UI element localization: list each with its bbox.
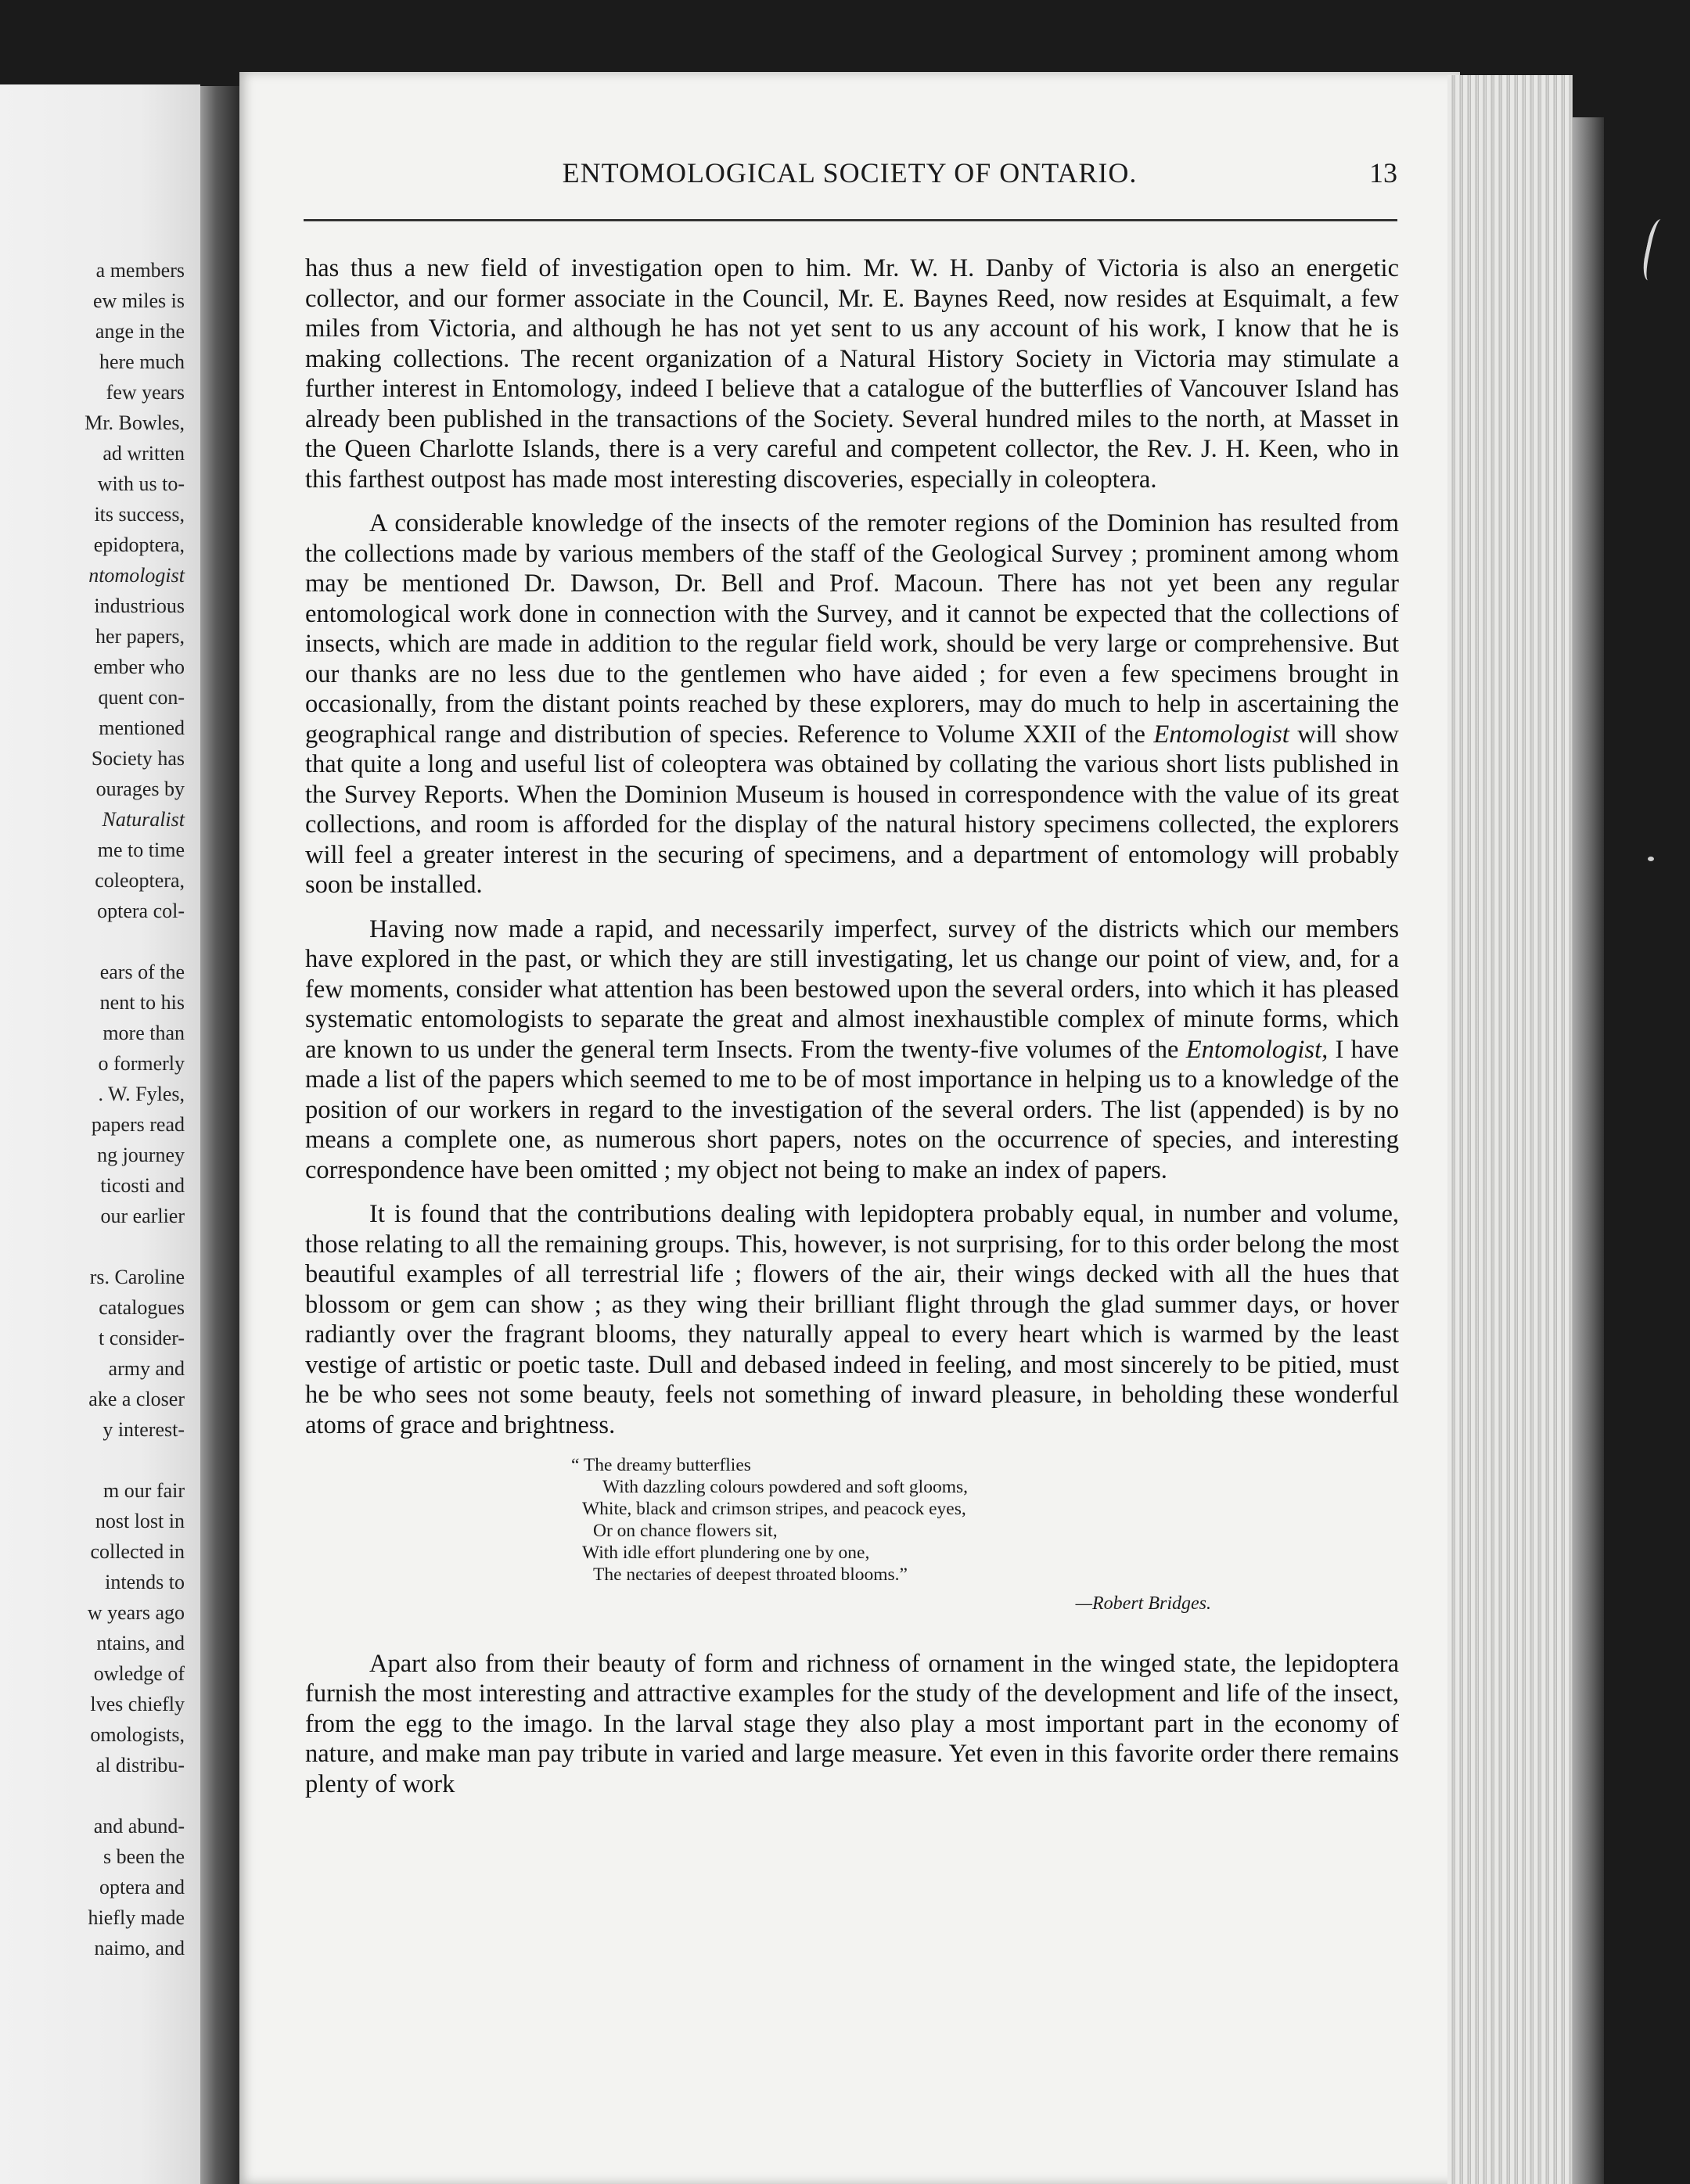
paragraph-lepidoptera: It is found that the contributions dealing with lepidoptera probably equal, in number and volume, those relating to all the remaining groups. This, however, is not surprising, for to this order belong the most beautiful examples of all terrestrial life ; flowers of the air, their wings decked with all the hues that blossom or gem can show ; as they wing their brilliant flight through the glad summer days, or hover radiantly over the fragrant blooms, they naturally appeal to every heart which is warmed by the least vestige of artistic or poetic taste. Dull and debased indeed in feeling, and most sincerely to be pitied, must he be who sees not some beauty, feels not something of inward pleasure, in beholding these wonderful atoms of grace and brightness. — [305, 1200, 1399, 1439]
left-page-line: s been the — [103, 1845, 185, 1868]
left-page-line: ng journey — [97, 1144, 185, 1166]
left-page-line: hiefly made — [88, 1906, 185, 1929]
poem-quotation — [571, 1454, 1399, 1586]
journal-title: Entomologist — [1153, 720, 1289, 749]
page-edges-shadow — [1573, 117, 1604, 2184]
paragraph-geological-survey — [305, 508, 1399, 900]
left-page-line: me to time — [97, 839, 185, 861]
left-page-line: quent con- — [98, 686, 185, 709]
paragraph-orders — [305, 914, 1399, 1186]
left-page-line: few years — [106, 381, 185, 404]
left-page-line: a members — [95, 259, 185, 282]
left-page-line: rs. Caroline — [89, 1266, 185, 1288]
left-page-line: intends to — [105, 1571, 185, 1593]
left-page-line: Naturalist — [102, 808, 185, 831]
poem-line: “ The dreamy butterflies — [571, 1455, 751, 1475]
left-page-line: o formerly — [98, 1052, 185, 1075]
journal-title: Entomologist, — [1185, 1035, 1329, 1064]
paragraph-development: Apart also from their beauty of form and richness of ornament in the winged state, the lepidoptera furnish the most interesting and attractive examples for the study of the development and life of the insect, from the egg to the imago. In the larval stage they also play a most important part in the economy of nature, and make man pay tribute in varied and large measure. Yet even in this favorite order there remains plenty of work — [305, 1649, 1399, 1798]
page-number: 13 — [1369, 157, 1397, 189]
left-page-line: collected in — [90, 1540, 185, 1563]
running-head — [302, 156, 1397, 196]
paragraph-text: will show that quite a long and useful list of coleoptera was obtained by collating the various short lists published in the Survey Reports. When the Dominion Museum is housed in correspondence with the value of its great collections, and room is afforded for the display of the natural history specimens collected, the explorers will feel a greater interest in the securing of specimens, and a department of entomology will probably soon be installed. — [305, 720, 1399, 899]
left-page-line: ew miles is — [93, 289, 185, 312]
left-page-line: ourages by — [95, 778, 185, 800]
left-page-line: ntomologist — [88, 564, 185, 587]
left-page-line: . W. Fyles, — [98, 1083, 185, 1105]
scan-artifact-dot — [1648, 857, 1654, 861]
left-page-line: here much — [99, 350, 185, 373]
left-page-line: epidoptera, — [93, 533, 185, 556]
left-page-line: optera col- — [97, 900, 185, 922]
poem-line: With idle effort plundering one by one, — [582, 1543, 870, 1563]
poem-attribution: —Robert Bridges. — [1075, 1593, 1211, 1614]
left-page-line — [0, 926, 185, 957]
left-page-line: ange in the — [95, 320, 185, 343]
left-page-line: papers read — [91, 1113, 185, 1136]
left-page-line: ake a closer — [88, 1388, 185, 1410]
poem-line: Or on chance flowers sit, — [593, 1521, 778, 1541]
left-page-line: m our fair — [103, 1479, 185, 1502]
left-page-line: naimo, and — [94, 1937, 185, 1959]
left-page-line: y interest- — [102, 1418, 185, 1441]
poem-line: White, black and crimson stripes, and peacock eyes, — [582, 1499, 966, 1519]
poem-line: With dazzling colours powdered and soft glooms, — [602, 1477, 968, 1497]
left-page-text-column — [0, 255, 185, 1963]
left-page-line: catalogues — [99, 1296, 185, 1319]
left-page-line: Society has — [91, 747, 185, 770]
left-page-line: nent to his — [99, 991, 185, 1014]
left-page-line: ad written — [102, 442, 185, 465]
left-page-line: al distribu- — [95, 1754, 185, 1776]
paragraph-text: A considerable knowledge of the insects of the remoter regions of the Dominion has resulted from the collections made by various members of the staff of the Geological Survey ; prominent among whom may be mentioned Dr. Dawson, Dr. Bell and Prof. Macoun. There has not yet been any regular entomological work done in connection with the Survey, and it cannot be expected that the collections of insects, which are made in addition to the regular field work, should be very large or comprehensive. But our thanks are no less due to the gentlemen who have aided ; for even a few specimens brought in occasionally, from the distant points reached by these explorers, may do much to help in ascertaining the geographical range and distribution of species. Reference to Volume XXII of the — [305, 509, 1399, 749]
left-page-line: coleoptera, — [95, 869, 185, 892]
left-page-line: industrious — [94, 594, 185, 617]
left-page-line: ntains, and — [96, 1632, 185, 1654]
left-page-line: nost lost in — [95, 1510, 185, 1532]
left-page-line: Mr. Bowles, — [84, 411, 185, 434]
left-page-line: her papers, — [95, 625, 185, 648]
right-page — [239, 72, 1460, 2184]
left-page-line: omologists, — [90, 1723, 185, 1746]
left-page-line — [0, 1780, 185, 1811]
left-page-line: owledge of — [93, 1662, 185, 1685]
left-page-line: more than — [102, 1022, 185, 1044]
left-page-fragment — [0, 84, 200, 2184]
running-title: ENTOMOLOGICAL SOCIETY OF ONTARIO. — [562, 157, 1138, 189]
header-rule — [304, 219, 1397, 221]
body-text — [305, 253, 1399, 1813]
background-right — [1604, 0, 1690, 2184]
left-page-line — [0, 1445, 185, 1475]
paragraph-text: I have made a list of the papers which seemed to me to be of most importance in helping us to a knowledge of the position of our workers in regard to the investigation of the several orders. The list (appended) is by no means a complete one, as numerous short papers, notes on the occurrence of species, and interesting correspondence have been omitted ; my object not being to make an index of papers. — [305, 1035, 1399, 1184]
left-page-line: lves chiefly — [90, 1693, 185, 1715]
left-page-line: ember who — [93, 656, 185, 678]
left-page-line: its success, — [94, 503, 185, 526]
left-page-line: t consider- — [99, 1327, 185, 1349]
left-page-line: mentioned — [99, 717, 185, 739]
paragraph-continuation: has thus a new field of investigation open to him. Mr. W. H. Danby of Victoria is also an energetic collector, and our former associate in the Council, Mr. E. Baynes Reed, now resides at Esquimalt, a few miles from Victoria, and although he has not yet sent to us any account of his work, I know that he is making collections. The recent organization of a Natural History Society in Victoria may stimulate a further interest in Entomology, indeed I believe that a catalogue of the butterflies of Vancouver Island has already been published in the transactions of the Society. Several hundred miles to the north, at Masset in the Queen Charlotte Islands, there is a very careful and competent collector, the Rev. J. H. Keen, who in this farthest outpost has made most interesting discoveries, especially in coleoptera. — [305, 254, 1399, 494]
left-page-line: optera and — [99, 1876, 185, 1898]
left-page-line: our earlier — [100, 1205, 185, 1227]
left-page-line: and abund- — [93, 1815, 185, 1837]
left-page-line: with us to- — [97, 472, 185, 495]
left-page-line: w years ago — [87, 1601, 185, 1624]
left-page-line: ticosti and — [100, 1174, 185, 1197]
left-page-line: ears of the — [99, 961, 185, 983]
page-edges — [1447, 75, 1573, 2184]
book-gutter — [200, 86, 239, 2184]
paragraph-text: Having now made a rapid, and necessarily imperfect, survey of the districts which our members have explored in the past, or which they are still investigating, let us change our point of view, and, for a few moments, consider what attention has been bestowed upon the several orders, into which it has pleased systematic entomologists to separate the great and almost inexhaustible complex of minute forms, which are known to us under the general term Insects. From the twenty-five volumes of the — [305, 914, 1399, 1064]
left-page-line — [0, 1231, 185, 1262]
left-page-line: army and — [108, 1357, 185, 1380]
poem-line: The nectaries of deepest throated blooms.” — [593, 1564, 908, 1585]
